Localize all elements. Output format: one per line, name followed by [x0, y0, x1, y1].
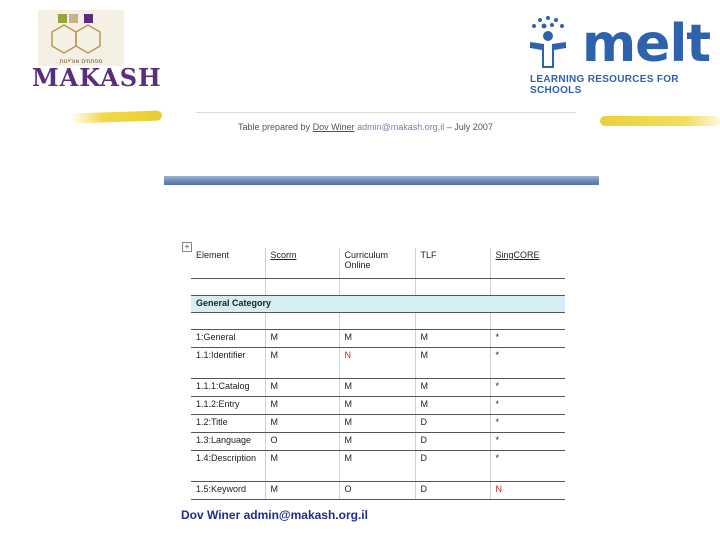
value-cell: D	[415, 415, 490, 433]
element-cell: 1.1.2:Entry	[191, 397, 265, 415]
table-row	[191, 397, 565, 415]
element-cell: 1.1:Identifier	[191, 348, 265, 379]
yellow-brush-stroke-right	[600, 116, 720, 126]
value-cell: M	[265, 330, 339, 348]
value-cell: M	[265, 451, 339, 482]
value-cell: *	[490, 379, 565, 397]
value-cell: M	[265, 379, 339, 397]
prepared-date: – July 2007	[446, 122, 493, 132]
value-cell: D	[415, 433, 490, 451]
table-spacer-row	[191, 279, 565, 296]
author-email[interactable]: admin@makash.org.il	[357, 122, 445, 132]
header-scorm[interactable]: Scorm	[265, 248, 339, 279]
category-row	[191, 296, 565, 313]
value-cell: *	[490, 397, 565, 415]
prepared-by-line	[238, 122, 493, 132]
author-link[interactable]: Dov Winer	[312, 122, 355, 132]
value-cell: *	[490, 433, 565, 451]
value-cell: M	[339, 379, 415, 397]
header-singcore[interactable]: SingCORE	[490, 248, 565, 279]
element-cell: 1.1.1:Catalog	[191, 379, 265, 397]
value-cell: M	[265, 415, 339, 433]
expand-plus-icon[interactable]: +	[182, 242, 192, 252]
people-stars-icon	[522, 14, 578, 70]
value-cell: M	[415, 379, 490, 397]
prepared-prefix: Table prepared by	[238, 122, 311, 132]
table-row	[191, 379, 565, 397]
value-cell: M	[339, 330, 415, 348]
melt-wordmark: melt	[582, 14, 711, 74]
value-cell: M	[265, 482, 339, 500]
value-cell: M	[339, 397, 415, 415]
value-cell: *	[490, 330, 565, 348]
value-cell: M	[339, 451, 415, 482]
value-cell: *	[490, 451, 565, 482]
table-row	[191, 482, 565, 500]
value-cell: O	[339, 482, 415, 500]
value-cell: *	[490, 415, 565, 433]
value-cell: M	[339, 415, 415, 433]
makash-wordmark: MAKASH	[32, 63, 162, 92]
header-curriculum-online: Curriculum Online	[339, 248, 415, 279]
table-header-row	[191, 248, 565, 279]
table-row	[191, 433, 565, 451]
melt-tagline: LEARNING RESOURCES FOR SCHOOLS	[530, 74, 679, 96]
makash-emblem	[38, 10, 124, 66]
value-cell: M	[339, 433, 415, 451]
element-cell: 1.3:Language	[191, 433, 265, 451]
table-row	[191, 348, 565, 379]
value-cell: O	[265, 433, 339, 451]
value-cell: *	[490, 348, 565, 379]
element-cell: 1:General	[191, 330, 265, 348]
header-element: Element	[191, 248, 265, 279]
makash-tagline: מפתחים אוריינות	[59, 58, 103, 65]
banner-divider	[196, 112, 576, 113]
value-cell: N	[339, 348, 415, 379]
yellow-brush-stroke-left	[70, 110, 162, 123]
value-cell: D	[415, 451, 490, 482]
element-cell: 1.5:Keyword	[191, 482, 265, 500]
value-cell: M	[265, 348, 339, 379]
metadata-comparison-table	[191, 248, 565, 500]
category-label: General Category	[191, 296, 565, 313]
value-cell: M	[415, 397, 490, 415]
value-cell: M	[415, 330, 490, 348]
value-cell: N	[490, 482, 565, 500]
blue-divider-bar	[164, 176, 599, 185]
table-spacer-row	[191, 313, 565, 330]
value-cell: M	[265, 397, 339, 415]
footer-credit: Dov Winer admin@makash.org.il	[181, 508, 368, 522]
table-row	[191, 451, 565, 482]
element-cell: 1.2:Title	[191, 415, 265, 433]
table-row	[191, 330, 565, 348]
value-cell: D	[415, 482, 490, 500]
value-cell: M	[415, 348, 490, 379]
header-tlf: TLF	[415, 248, 490, 279]
element-cell: 1.4:Description	[191, 451, 265, 482]
table-row	[191, 415, 565, 433]
